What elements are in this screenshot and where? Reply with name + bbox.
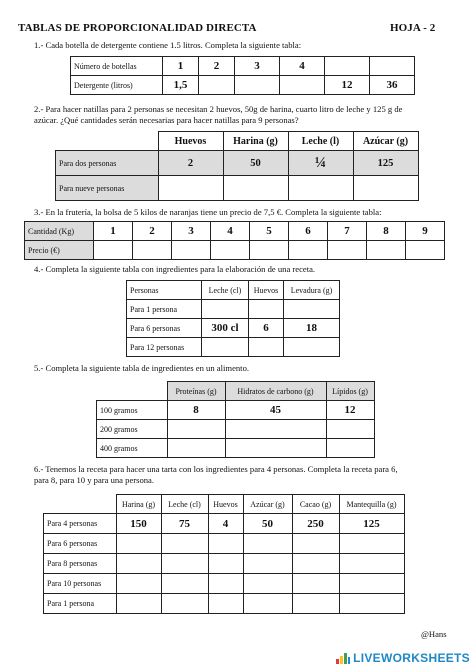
q4-row-label: Para 12 personas [127, 338, 202, 357]
q3-price-cell[interactable] [94, 241, 133, 260]
q1-cell[interactable]: 4 [280, 57, 325, 76]
table-row [56, 176, 419, 201]
table-row [44, 495, 405, 514]
q6-cell[interactable]: 150 [116, 514, 161, 534]
q6-header: Cacao (g) [292, 495, 339, 514]
q6-header: Harina (g) [116, 495, 161, 514]
q2-cell[interactable]: ¼ [288, 151, 353, 176]
table-row [25, 241, 445, 260]
q2-cell[interactable] [158, 176, 223, 201]
q2-text-line1: 2.- Para hacer natillas para 2 personas se necesitan 2 huevos, 50g de harina, cuarto litro de leche y 125 g de [34, 104, 403, 114]
q3-price-cell[interactable] [328, 241, 367, 260]
q6-header: Mantequilla (g) [339, 495, 404, 514]
q6-text-line1: 6.- Tenemos la receta para hacer una tarta con los ingredientes para 4 personas. Completa la receta para 6, [34, 464, 398, 474]
q6-cell[interactable] [116, 574, 161, 594]
q6-row-label: Para 1 persona [44, 594, 117, 614]
q6-cell[interactable] [292, 594, 339, 614]
q3-price-cell[interactable] [250, 241, 289, 260]
q5-table [96, 381, 375, 458]
q5-row-label: 200 gramos [97, 420, 168, 439]
q2-cell[interactable]: 2 [158, 151, 223, 176]
q1-table [70, 56, 415, 95]
q3-row1-label: Cantidad (Kg) [25, 222, 94, 241]
q4-cell[interactable]: 18 [284, 319, 340, 338]
q4-cell[interactable] [284, 300, 340, 319]
q4-cell[interactable]: 6 [249, 319, 284, 338]
q5-cell[interactable] [326, 439, 374, 458]
q4-cell[interactable] [249, 338, 284, 357]
q2-cell[interactable]: 125 [353, 151, 418, 176]
q6-cell[interactable] [161, 534, 208, 554]
q4-cell[interactable] [202, 338, 249, 357]
q3-price-cell[interactable] [211, 241, 250, 260]
table-row [127, 338, 340, 357]
q4-cell[interactable] [284, 338, 340, 357]
q5-header: Hidratos de carbono (g) [225, 382, 326, 401]
q6-cell[interactable] [243, 574, 292, 594]
q6-cell[interactable]: 50 [243, 514, 292, 534]
q3-cell: 5 [250, 222, 289, 241]
q6-table [43, 494, 405, 614]
q1-cell[interactable]: 3 [235, 57, 280, 76]
q3-price-cell[interactable] [172, 241, 211, 260]
q1-text: 1.- Cada botella de detergente contiene 1.5 litros. Completa la siguiente tabla: [34, 40, 302, 50]
q6-header: Huevos [208, 495, 243, 514]
q6-text-line2: para 8, para 10 y para una persona. [34, 475, 155, 485]
q3-cell: 4 [211, 222, 250, 241]
q6-row-label: Para 6 personas [44, 534, 117, 554]
q6-cell[interactable] [161, 554, 208, 574]
q1-row1-label: Número de botellas [71, 57, 163, 76]
q4-row-label: Para 6 personas [127, 319, 202, 338]
table-row [71, 57, 415, 76]
q3-text: 3.- En la frutería, la bolsa de 5 kilos de naranjas tiene un precio de 7,5 €. Completa la siguiente tabla: [34, 207, 382, 217]
worksheet-title: TABLAS DE PROPORCIONALIDAD DIRECTA [18, 22, 257, 34]
table-row [97, 401, 375, 420]
table-row [127, 281, 340, 300]
q3-cell: 3 [172, 222, 211, 241]
q4-header: Personas [127, 281, 202, 300]
q4-header: Huevos [249, 281, 284, 300]
table-row [97, 439, 375, 458]
q3-cell: 9 [406, 222, 445, 241]
q2-cell[interactable] [288, 176, 353, 201]
q5-header [97, 382, 168, 401]
q6-cell[interactable]: 4 [208, 514, 243, 534]
q5-cell[interactable]: 12 [326, 401, 374, 420]
q5-cell[interactable] [225, 420, 326, 439]
q1-cell[interactable]: 2 [199, 57, 235, 76]
table-row [44, 534, 405, 554]
table-row [71, 76, 415, 95]
q5-header: Proteínas (g) [167, 382, 225, 401]
q4-header: Leche (cl) [202, 281, 249, 300]
q6-cell[interactable] [339, 554, 404, 574]
q4-cell[interactable] [202, 300, 249, 319]
q6-cell[interactable] [243, 594, 292, 614]
q6-cell[interactable] [116, 534, 161, 554]
table-row [44, 594, 405, 614]
q6-cell[interactable] [208, 574, 243, 594]
q5-cell[interactable] [167, 420, 225, 439]
table-row [44, 554, 405, 574]
q2-row-label: Para nueve personas [56, 176, 159, 201]
table-row [127, 319, 340, 338]
table-row [97, 382, 375, 401]
table-row [97, 420, 375, 439]
q3-cell: 8 [367, 222, 406, 241]
q2-header: Leche (l) [288, 132, 353, 151]
q5-cell[interactable]: 8 [167, 401, 225, 420]
q4-header: Levadura (g) [284, 281, 340, 300]
q2-table [55, 131, 419, 201]
q6-cell[interactable] [116, 594, 161, 614]
brand-name: LIVEWORKSHEETS [353, 651, 470, 665]
q6-cell[interactable]: 250 [292, 514, 339, 534]
q1-cell[interactable] [370, 57, 415, 76]
table-row [56, 151, 419, 176]
q3-cell: 1 [94, 222, 133, 241]
sheet-number: HOJA - 2 [390, 22, 436, 34]
q2-cell[interactable] [223, 176, 288, 201]
q1-cell[interactable] [235, 76, 280, 95]
q4-cell[interactable]: 300 cl [202, 319, 249, 338]
q2-cell[interactable]: 50 [223, 151, 288, 176]
q1-cell[interactable] [280, 76, 325, 95]
q6-row-label: Para 8 personas [44, 554, 117, 574]
bar-chart-icon [336, 652, 350, 664]
q2-header: Harina (g) [223, 132, 288, 151]
q5-row-label: 100 gramos [97, 401, 168, 420]
q2-row-label: Para dos personas [56, 151, 159, 176]
q6-cell[interactable] [208, 534, 243, 554]
q3-price-cell[interactable] [406, 241, 445, 260]
q2-header: Huevos [158, 132, 223, 151]
q1-cell[interactable]: 36 [370, 76, 415, 95]
q5-text: 5.- Completa la siguiente tabla de ingredientes en un alimento. [34, 363, 250, 373]
q3-price-cell[interactable] [133, 241, 172, 260]
q3-price-cell[interactable] [289, 241, 328, 260]
q6-header: Leche (cl) [161, 495, 208, 514]
q1-cell[interactable]: 1 [163, 57, 199, 76]
q1-cell[interactable]: 12 [325, 76, 370, 95]
q3-price-cell[interactable] [367, 241, 406, 260]
table-row [44, 574, 405, 594]
q1-cell[interactable] [199, 76, 235, 95]
q6-cell[interactable] [243, 554, 292, 574]
q4-row-label: Para 1 persona [127, 300, 202, 319]
q5-cell[interactable]: 45 [225, 401, 326, 420]
q6-cell[interactable] [339, 574, 404, 594]
table-row [25, 222, 445, 241]
q2-corner [56, 132, 159, 151]
q3-cell: 7 [328, 222, 367, 241]
q2-text-line2: azúcar. ¿Qué cantidades serán necesarias para hacer natillas para 9 personas? [34, 115, 299, 125]
table-row [44, 514, 405, 534]
q6-cell[interactable] [292, 534, 339, 554]
q3-cell: 2 [133, 222, 172, 241]
table-row [127, 300, 340, 319]
q6-cell[interactable]: 75 [161, 514, 208, 534]
q1-cell[interactable] [325, 57, 370, 76]
q6-row-label: Para 4 personas [44, 514, 117, 534]
q1-row2-label: Detergente (litros) [71, 76, 163, 95]
q4-text: 4.- Completa la siguiente tabla con ingredientes para la elaboración de una receta. [34, 264, 316, 274]
q4-cell[interactable] [249, 300, 284, 319]
q6-row-label: Para 10 personas [44, 574, 117, 594]
q3-table [24, 221, 445, 260]
liveworksheets-logo[interactable] [336, 651, 470, 665]
q3-cell: 6 [289, 222, 328, 241]
q5-cell[interactable] [326, 420, 374, 439]
q1-cell[interactable]: 1,5 [163, 76, 199, 95]
q6-cell[interactable] [339, 594, 404, 614]
q5-cell[interactable] [167, 439, 225, 458]
q2-cell[interactable] [353, 176, 418, 201]
q6-cell[interactable] [339, 534, 404, 554]
table-row [56, 132, 419, 151]
q6-cell[interactable] [243, 534, 292, 554]
q6-cell[interactable] [116, 554, 161, 574]
q2-header: Azúcar (g) [353, 132, 418, 151]
q4-table [126, 280, 340, 357]
q5-header: Lípidos (g) [326, 382, 374, 401]
q6-cell[interactable]: 125 [339, 514, 404, 534]
q6-cell[interactable] [292, 574, 339, 594]
q6-cell[interactable] [208, 594, 243, 614]
q6-cell[interactable] [161, 594, 208, 614]
q6-cell[interactable] [161, 574, 208, 594]
q6-cell[interactable] [292, 554, 339, 574]
q5-row-label: 400 gramos [97, 439, 168, 458]
q6-header: Azúcar (g) [243, 495, 292, 514]
q6-header [44, 495, 117, 514]
q3-row2-label: Precio (€) [25, 241, 94, 260]
q6-cell[interactable] [208, 554, 243, 574]
q5-cell[interactable] [225, 439, 326, 458]
author-credit: @Hans [421, 629, 447, 639]
